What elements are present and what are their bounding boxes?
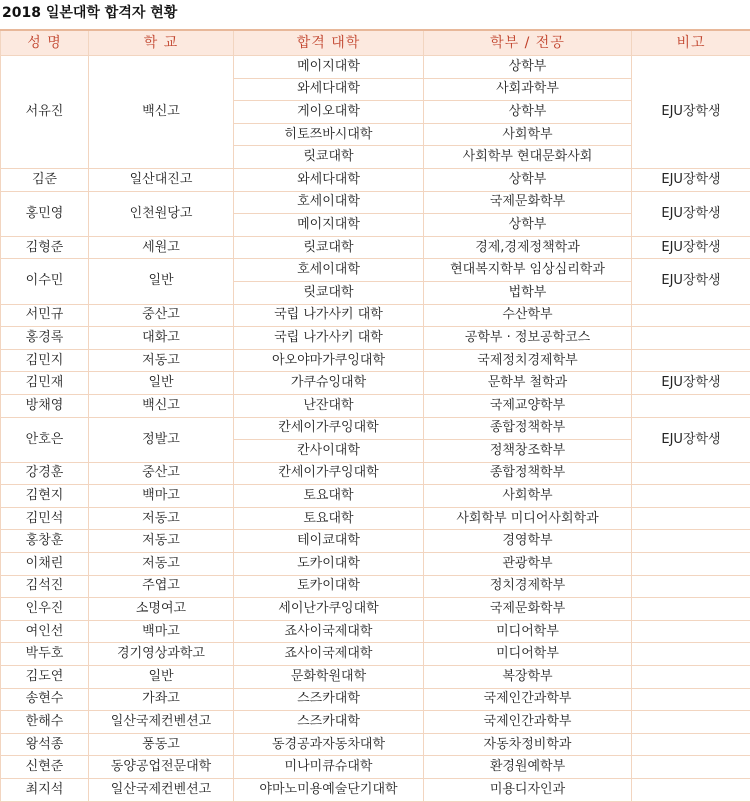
header-row [1, 30, 750, 56]
table-row [1, 372, 750, 395]
high-school: 가좌고 [89, 688, 234, 711]
major: 현대복지학부 임상심리학과 [424, 259, 632, 282]
high-school: 백마고 [89, 485, 234, 508]
university: 메이지대학 [234, 214, 424, 237]
note [632, 394, 750, 417]
university: 동경공과자동차대학 [234, 733, 424, 756]
high-school: 백신고 [89, 394, 234, 417]
student-name: 김현지 [1, 485, 89, 508]
note [632, 575, 750, 598]
major: 공학부 · 정보공학코스 [424, 327, 632, 350]
note: EJU장학생 [632, 372, 750, 395]
table-row [1, 756, 750, 779]
major: 상학부 [424, 56, 632, 79]
table-row [1, 553, 750, 576]
student-name: 김민석 [1, 507, 89, 530]
university: 호세이대학 [234, 191, 424, 214]
university: 릿쿄대학 [234, 146, 424, 169]
university: 세이난가쿠잉대학 [234, 598, 424, 621]
university: 와세다대학 [234, 168, 424, 191]
note [632, 711, 750, 734]
university: 칸세이가쿠잉대학 [234, 417, 424, 440]
major: 경영학부 [424, 530, 632, 553]
table-row [1, 530, 750, 553]
university: 와세다대학 [234, 78, 424, 101]
table-row [1, 417, 750, 440]
student-name: 이채린 [1, 553, 89, 576]
note [632, 733, 750, 756]
high-school: 백신고 [89, 56, 234, 169]
note [632, 485, 750, 508]
student-name: 김형준 [1, 236, 89, 259]
table-row [1, 191, 750, 214]
header-school: 학 교 [89, 30, 234, 56]
major: 환경원예학부 [424, 756, 632, 779]
major: 상학부 [424, 214, 632, 237]
university: 국립 나가사키 대학 [234, 327, 424, 350]
university: 테이쿄대학 [234, 530, 424, 553]
student-name: 왕석종 [1, 733, 89, 756]
table-row [1, 168, 750, 191]
note [632, 620, 750, 643]
note [632, 327, 750, 350]
note [632, 553, 750, 576]
student-name: 안호은 [1, 417, 89, 462]
university: 야마노미용예술단기대학 [234, 779, 424, 802]
university: 게이오대학 [234, 101, 424, 124]
high-school: 정발고 [89, 417, 234, 462]
university: 토요대학 [234, 507, 424, 530]
table-row [1, 507, 750, 530]
student-name: 홍창훈 [1, 530, 89, 553]
major: 정치경제학부 [424, 575, 632, 598]
major: 복장학부 [424, 666, 632, 689]
table-row [1, 666, 750, 689]
major: 경제,경제정책학과 [424, 236, 632, 259]
student-name: 최지석 [1, 779, 89, 802]
high-school: 일반 [89, 259, 234, 304]
university: 미나미큐슈대학 [234, 756, 424, 779]
high-school: 일반 [89, 666, 234, 689]
note [632, 462, 750, 485]
major: 종합정책학부 [424, 417, 632, 440]
student-name: 방채영 [1, 394, 89, 417]
high-school: 저동고 [89, 553, 234, 576]
major: 미디어학부 [424, 620, 632, 643]
note [632, 530, 750, 553]
major: 국제문화학부 [424, 191, 632, 214]
table-row [1, 779, 750, 802]
note [632, 779, 750, 802]
high-school: 인천원당고 [89, 191, 234, 236]
table-row [1, 711, 750, 734]
table-row [1, 643, 750, 666]
student-name: 김민재 [1, 372, 89, 395]
student-name: 홍민영 [1, 191, 89, 236]
student-name: 서민규 [1, 304, 89, 327]
student-name: 이수민 [1, 259, 89, 304]
major: 종합정책학부 [424, 462, 632, 485]
high-school: 일산대진고 [89, 168, 234, 191]
student-name: 김준 [1, 168, 89, 191]
university: 문화학원대학 [234, 666, 424, 689]
university: 죠사이국제대학 [234, 620, 424, 643]
university: 난잔대학 [234, 394, 424, 417]
student-name: 서유진 [1, 56, 89, 169]
major: 국제문화학부 [424, 598, 632, 621]
student-name: 한해수 [1, 711, 89, 734]
university: 히토쯔바시대학 [234, 123, 424, 146]
university: 아오야마가쿠잉대학 [234, 349, 424, 372]
major: 수산학부 [424, 304, 632, 327]
note: EJU장학생 [632, 56, 750, 169]
note: EJU장학생 [632, 417, 750, 462]
high-school: 일산국제컨벤션고 [89, 711, 234, 734]
university: 메이지대학 [234, 56, 424, 79]
note [632, 507, 750, 530]
major: 사회과학부 [424, 78, 632, 101]
high-school: 백마고 [89, 620, 234, 643]
table-row [1, 394, 750, 417]
university: 칸세이가쿠잉대학 [234, 462, 424, 485]
table-row [1, 575, 750, 598]
table-row [1, 620, 750, 643]
university: 국립 나가사키 대학 [234, 304, 424, 327]
header-major: 학부 / 전공 [424, 30, 632, 56]
high-school: 대화고 [89, 327, 234, 350]
header-note: 비고 [632, 30, 750, 56]
note: EJU장학생 [632, 168, 750, 191]
major: 국제인간과학부 [424, 688, 632, 711]
note: EJU장학생 [632, 191, 750, 236]
note [632, 598, 750, 621]
table-row [1, 733, 750, 756]
high-school: 중산고 [89, 462, 234, 485]
major: 국제교양학부 [424, 394, 632, 417]
table-row [1, 56, 750, 79]
student-name: 김석진 [1, 575, 89, 598]
note: EJU장학생 [632, 236, 750, 259]
high-school: 저동고 [89, 530, 234, 553]
university: 스즈카대학 [234, 711, 424, 734]
high-school: 소명여고 [89, 598, 234, 621]
major: 미디어학부 [424, 643, 632, 666]
university: 죠사이국제대학 [234, 643, 424, 666]
note [632, 643, 750, 666]
high-school: 중산고 [89, 304, 234, 327]
table-body [1, 56, 750, 802]
student-name: 김민지 [1, 349, 89, 372]
university: 도카이대학 [234, 553, 424, 576]
university: 토요대학 [234, 485, 424, 508]
university: 릿쿄대학 [234, 281, 424, 304]
note [632, 756, 750, 779]
high-school: 일산국제컨벤션고 [89, 779, 234, 802]
major: 법학부 [424, 281, 632, 304]
major: 미용디자인과 [424, 779, 632, 802]
university: 호세이대학 [234, 259, 424, 282]
student-name: 강경훈 [1, 462, 89, 485]
table-row [1, 462, 750, 485]
header-university: 합격 대학 [234, 30, 424, 56]
major: 상학부 [424, 101, 632, 124]
major: 사회학부 현대문화사회 [424, 146, 632, 169]
note [632, 304, 750, 327]
table-row [1, 236, 750, 259]
major: 관광학부 [424, 553, 632, 576]
note [632, 666, 750, 689]
university: 가쿠슈잉대학 [234, 372, 424, 395]
major: 사회학부 [424, 123, 632, 146]
major: 사회학부 [424, 485, 632, 508]
high-school: 경기영상과학고 [89, 643, 234, 666]
table-row [1, 485, 750, 508]
note [632, 349, 750, 372]
high-school: 풍동고 [89, 733, 234, 756]
table-row [1, 304, 750, 327]
table-row [1, 688, 750, 711]
header-name: 성 명 [1, 30, 89, 56]
table-row [1, 327, 750, 350]
university: 토카이대학 [234, 575, 424, 598]
student-name: 신현준 [1, 756, 89, 779]
table-row [1, 259, 750, 282]
university: 릿쿄대학 [234, 236, 424, 259]
high-school: 세원고 [89, 236, 234, 259]
table-row [1, 349, 750, 372]
major: 정책창조학부 [424, 440, 632, 463]
admissions-table [0, 29, 750, 802]
high-school: 일반 [89, 372, 234, 395]
student-name: 박두호 [1, 643, 89, 666]
student-name: 홍경록 [1, 327, 89, 350]
note: EJU장학생 [632, 259, 750, 304]
high-school: 동양공업전문대학 [89, 756, 234, 779]
student-name: 여인선 [1, 620, 89, 643]
high-school: 저동고 [89, 507, 234, 530]
note [632, 688, 750, 711]
major: 자동차정비학과 [424, 733, 632, 756]
major: 상학부 [424, 168, 632, 191]
major: 국제정치경제학부 [424, 349, 632, 372]
university: 스즈카대학 [234, 688, 424, 711]
student-name: 송현수 [1, 688, 89, 711]
high-school: 주엽고 [89, 575, 234, 598]
table-row [1, 598, 750, 621]
high-school: 저동고 [89, 349, 234, 372]
major: 문학부 철학과 [424, 372, 632, 395]
student-name: 인우진 [1, 598, 89, 621]
page-title: 2018 일본대학 합격자 현황 [2, 5, 178, 21]
university: 칸사이대학 [234, 440, 424, 463]
major: 사회학부 미디어사회학과 [424, 507, 632, 530]
major: 국제인간과학부 [424, 711, 632, 734]
student-name: 김도연 [1, 666, 89, 689]
